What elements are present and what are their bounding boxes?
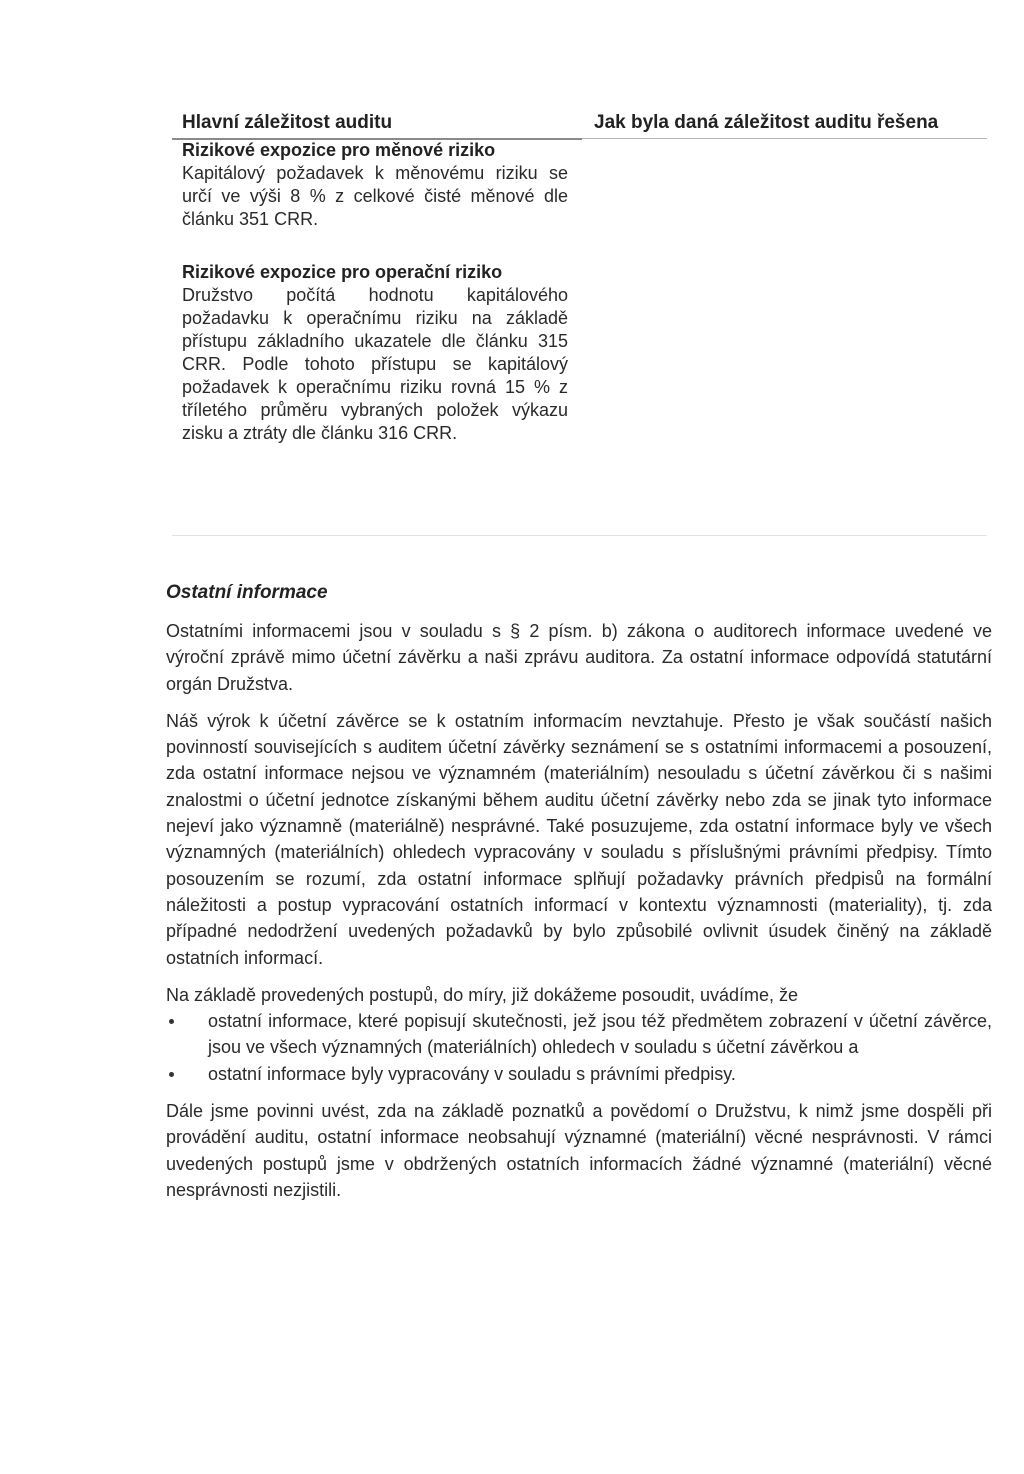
column-header-how-addressed: Jak byla daná záležitost auditu řešena xyxy=(594,112,939,133)
paragraph: Na základě provedených postupů, do míry, již dokážeme posoudit, uvádíme, že xyxy=(166,984,799,1005)
table-bottom-divider xyxy=(172,535,987,536)
column-header-key-matter: Hlavní záležitost auditu xyxy=(182,112,393,133)
operational-risk-cell xyxy=(182,261,568,445)
other-information-section xyxy=(166,582,992,1214)
conclusion-list xyxy=(166,1008,992,1087)
bullet-icon xyxy=(169,1072,174,1077)
list-item xyxy=(166,1061,992,1087)
paragraph: Náš výrok k účetní závěrce se k ostatním informacím nevztahuje. Přesto je však součástí našich povinností souvisejících s auditem účetní závěrky seznámení se s ostatními informacemi a posouzení, zda ostatní informace nejsou ve významném (materiálním) nesouladu s účetní závěrkou či s našimi znalostmi o účetní jednotce získanými během auditu účetní závěrky nebo zda se jinak tyto informace nejeví jako významně (materiálně) nesprávné. Také posuzujeme, zda ostatní informace byly ve všech významných (materiálních) ohledech vypracovány v souladu s příslušnými právními předpisy. Tímto posouzením se rozumí, zda ostatní informace splňují požadavky právních předpisů na formální náležitosti a postup vypracování ostatních informací v kontextu významnosti (materiality), tj. zda případné nedodržení uvedených požadavků by bylo způsobilé ovlivnit úsudek činěný na základě ostatních informací. xyxy=(166,710,992,968)
currency-risk-cell xyxy=(182,139,568,231)
currency-risk-text: Kapitálový požadavek k měnovému riziku se určí ve výši 8 % z celkové čisté měnové dle článku 351 CRR. xyxy=(182,163,568,229)
list-item-text: ostatní informace byly vypracovány v souladu s právními předpisy. xyxy=(208,1063,736,1084)
bullet-icon xyxy=(169,1019,174,1024)
key-audit-matters-table xyxy=(172,108,992,538)
currency-risk-title: Rizikové expozice pro měnové riziko xyxy=(182,140,496,160)
section-title: Ostatní informace xyxy=(166,582,328,603)
list-item xyxy=(166,1008,992,1061)
closing-paragraph: Dále jsme povinni uvést, zda na základě poznatků a povědomí o Družstvu, k nimž jsme dospěli při provádění auditu, ostatní informace neobsahují významné (materiální) věcné nesprávnosti. V rámci uvedených postupů jsme v obdržených ostatních informacích žádné významné (materiální) věcné nesprávnosti nezjistili. xyxy=(166,1101,992,1200)
operational-risk-text: Družstvo počítá hodnotu kapitálového požadavku k operačnímu riziku na základě přístupu základního ukazatele dle článku 315 CRR. Podle tohoto přístupu se kapitálový požadavek k operačnímu riziku rovná 15 % z tříletého průměru vybraných položek výkazu zisku a ztráty dle článku 316 CRR. xyxy=(182,285,568,443)
list-item-text: ostatní informace, které popisují skutečnosti, jež jsou též předmětem zobrazení v účetní závěrce, jsou ve všech významných (materiálních) ohledech v souladu s účetní závěrkou a xyxy=(208,1011,992,1058)
paragraph: Ostatními informacemi jsou v souladu s § 2 písm. b) zákona o auditorech informace uvedené ve výroční zprávě mimo účetní závěrku a naši zprávu auditora. Za ostatní informace odpovídá statutární orgán Družstva. xyxy=(166,621,992,694)
operational-risk-title: Rizikové expozice pro operační riziko xyxy=(182,262,503,282)
